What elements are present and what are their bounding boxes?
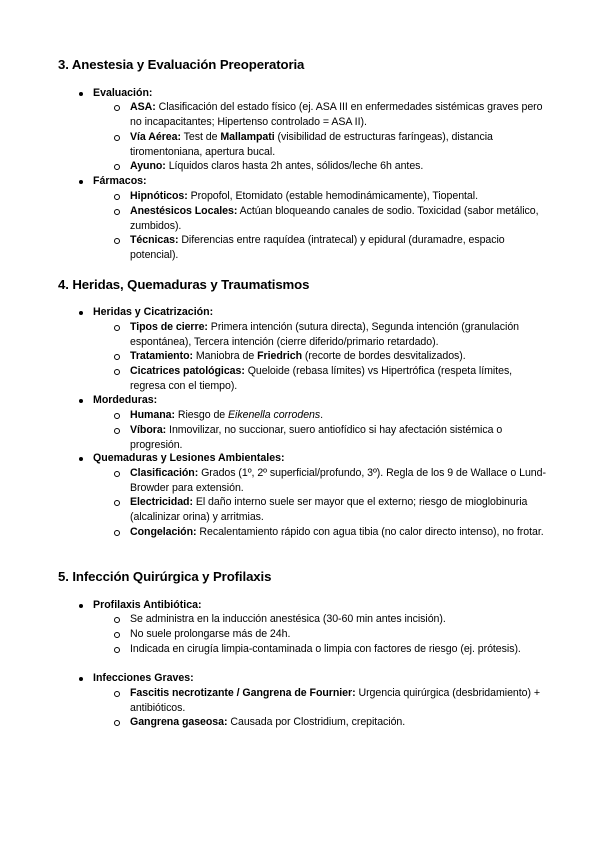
item-term: Electricidad: [130,496,193,508]
list-item [130,349,550,364]
section-heading: 4. Heridas, Quemaduras y Traumatismos [58,277,310,292]
item-term: Hipnóticos: [130,190,188,202]
item-text: (recorte de bordes desvitalizados). [302,350,466,362]
group-label: Heridas y Cicatrización: [93,306,214,318]
item-term: Tratamiento: [130,350,193,362]
item-term: Tipos de cierre: [130,321,208,333]
item-term: Vía Aérea: [130,131,181,143]
item-term: Técnicas: [130,234,179,246]
group-label: Fármacos: [93,175,147,187]
item-text: Diferencias entre raquídea (intratecal) y epidural (duramadre, espacio potencial). [130,234,505,261]
item-term: Víbora: [130,424,167,436]
list-item [130,408,550,423]
list-item [130,466,550,496]
list-item [130,423,550,453]
item-text: Actúan bloqueando canales de sodio. Toxicidad (sabor metálico, zumbidos). [130,205,539,232]
item-text: Primera intención (sutura directa), Segunda intención (granulación espontánea), Tercera intención (cierre diferido/primario retardado). [130,321,520,348]
item-text: Inmovilizar, no succionar, suero antiofídico si hay afectación sistémica o progresión. [130,424,503,451]
item-term: Humana: [130,409,175,421]
list-item [130,525,550,540]
item-text: Recalentamiento rápido con agua tibia (no calor directo intenso), no frotar. [196,526,544,538]
item-text: Clasificación del estado físico (ej. ASA III en enfermedades sistémicas graves pero no incapacitantes; Hipertenso controlado = ASA II). [130,101,543,128]
item-term: Congelación: [130,526,197,538]
item-text: Líquidos claros hasta 2h antes, sólidos/leche 6h antes. [165,160,424,172]
item-term: Fascitis necrotizante / Gangrena de Fournier: [130,687,356,699]
list-item [130,495,550,525]
item-text: . [320,409,324,421]
list-item [130,130,550,160]
item-text: El daño interno suele ser mayor que el externo; riesgo de mioglobinuria (alcalinizar orina) y arritmias. [130,496,528,523]
list-item: Indicada en cirugía limpia-contaminada o limpia con factores de riesgo (ej. prótesis). [130,642,550,657]
list-item [130,100,550,130]
item-term: ASA: [130,101,156,113]
group-label: Profilaxis Antibiótica: [93,599,202,611]
group-label: Infecciones Graves: [93,672,194,684]
group-label: Evaluación: [93,87,153,99]
item-term: Anestésicos Locales: [130,205,238,217]
section-heading: 3. Anestesia y Evaluación Preoperatoria [58,57,305,72]
item-term: Clasificación: [130,467,199,479]
list-item: No suele prolongarse más de 24h. [130,627,550,642]
item-term-inline: Mallampati [220,131,275,143]
item-text: Maniobra de [192,350,258,362]
item-italic: Eikenella corrodens [228,409,321,421]
item-text: Queloide (rebasa límites) vs Hipertrófica (respeta límites, regresa con el tiempo). [130,365,513,392]
group-label: Mordeduras: [93,394,158,406]
list-item [130,204,550,234]
item-term: Ayuno: [130,160,166,172]
item-term: Gangrena gaseosa: [130,716,228,728]
list-item [130,233,550,263]
list-item [130,686,550,716]
list-item: Se administra en la inducción anestésica (30-60 min antes incisión). [130,612,550,627]
list-item [130,189,550,204]
section-heading: 5. Infección Quirúrgica y Profilaxis [58,569,272,584]
item-text: (visibilidad de estructuras faríngeas), distancia tiromentoniana, apertura bucal. [130,131,493,158]
list-item [130,715,550,730]
item-text: Urgencia quirúrgica (desbridamiento) + antibióticos. [130,687,540,714]
item-text: Propofol, Etomidato (estable hemodinámicamente), Tiopental. [187,190,478,202]
list-item [130,364,550,394]
list-item [130,159,550,174]
item-term-inline: Friedrich [257,350,303,362]
item-text: Causada por Clostridium, crepitación. [227,716,406,728]
group-label: Quemaduras y Lesiones Ambientales: [93,452,285,464]
list-item [130,320,550,350]
item-text: Grados (1º, 2º superficial/profundo, 3º). Regla de los 9 de Wallace o Lund-Browder para extensión. [130,467,546,494]
item-text: Test de [180,131,221,143]
item-term: Cicatrices patológicas: [130,365,245,377]
item-text: Riesgo de [174,409,229,421]
